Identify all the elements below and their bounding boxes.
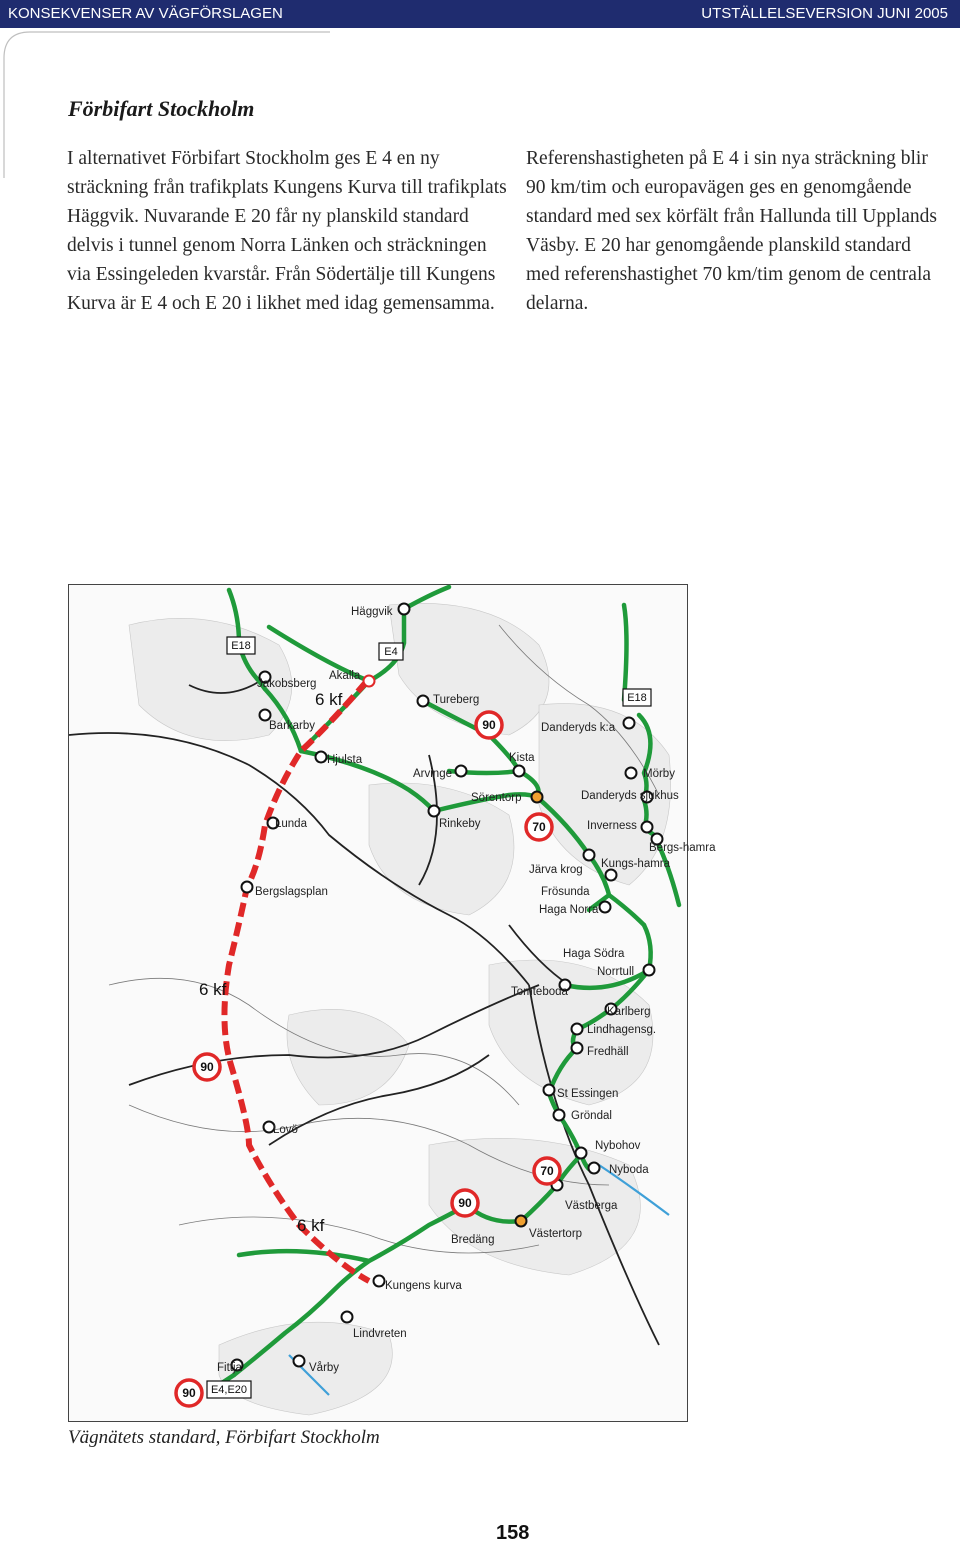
header-left: KONSEKVENSER AV VÄGFÖRSLAGEN	[8, 5, 283, 22]
svg-text:90: 90	[458, 1196, 472, 1210]
place-label: Järva krog	[529, 864, 583, 876]
place-label: Barkarby	[269, 720, 316, 732]
place-label: Akalla	[329, 670, 361, 682]
svg-text:70: 70	[532, 820, 546, 834]
text-column-right	[526, 144, 946, 318]
place-label: Lunda	[275, 818, 307, 830]
place-label: Rinkeby	[439, 818, 481, 830]
place-label: Tomteboda	[511, 986, 568, 998]
header-right: UTSTÄLLELSEVERSION JUNI 2005	[701, 5, 948, 22]
place-label: St Essingen	[557, 1088, 619, 1100]
svg-text:E18: E18	[627, 692, 647, 704]
map-caption: Vägnätets standard, Förbifart Stockholm	[68, 1427, 380, 1448]
map-svg	[69, 585, 716, 1421]
place-label: Fredhäll	[587, 1046, 629, 1058]
place-label: Västberga	[565, 1200, 618, 1212]
svg-text:E4: E4	[384, 646, 398, 658]
place-label: Kungens kurva	[385, 1280, 462, 1292]
place-label: Haga Södra	[563, 948, 625, 960]
page-number: 158	[496, 1522, 530, 1544]
place-label: Bergs-hamra	[649, 842, 716, 854]
place-label: Kungs-hamra	[601, 858, 671, 870]
svg-text:90: 90	[182, 1386, 196, 1400]
route-sign-e18-east	[623, 689, 651, 706]
place-label: Danderyds k:a	[541, 722, 616, 734]
place-label: Lindhagensg.	[587, 1024, 657, 1036]
speed-sign-text: 90	[482, 718, 496, 732]
text-column-left	[67, 144, 507, 318]
svg-text:E4,E20: E4,E20	[210, 1384, 248, 1396]
place-label: Nyboda	[609, 1164, 649, 1176]
place-label: Inverness	[587, 820, 637, 832]
place-label: Jakobsberg	[257, 678, 317, 690]
place-label: Mörby	[643, 768, 675, 780]
place-label: Haga Norra	[539, 904, 599, 916]
place-label: Nybohov	[595, 1140, 641, 1152]
route-map	[68, 584, 716, 1422]
place-label: Sörentorp	[471, 792, 522, 804]
place-label: Tureberg	[433, 694, 480, 706]
route-sign-text: E18	[231, 640, 251, 652]
lane-label: 6 kf	[297, 1216, 325, 1235]
place-label: Fittja	[217, 1362, 242, 1374]
place-label: Häggvik	[351, 606, 393, 618]
place-label: Lindvreten	[353, 1328, 407, 1340]
new-route-forbifart	[224, 681, 369, 1281]
place-label: Danderyds sjukhus	[581, 790, 679, 802]
place-label: Lovö	[273, 1124, 298, 1136]
lane-label: 6 kf	[199, 980, 227, 999]
route-sign-e4-e20	[207, 1381, 251, 1398]
place-label: Bredäng	[451, 1234, 495, 1246]
place-label: Karlberg	[607, 1006, 651, 1018]
route-sign-e4-north	[379, 643, 403, 660]
lane-label: 6 kf	[315, 690, 343, 709]
place-label: Gröndal	[571, 1110, 612, 1122]
header-bar	[0, 0, 960, 28]
paragraph-right: Referenshastigheten på E 4 i sin nya sträckning blir 90 km/tim och europavägen ges en genomgående standard med sex körfält från Hallunda till Upplands Väsby. E 20 har genomgående planskild standard med referenshastighet 70 km/tim genom de centrala delarna.	[526, 148, 938, 314]
section-title: Förbifart Stockholm	[68, 96, 255, 121]
place-label: Arvinge	[413, 768, 452, 780]
svg-text:90: 90	[200, 1060, 214, 1074]
place-label: Norrtull	[597, 966, 635, 978]
route-sign-e18-west	[227, 637, 255, 654]
svg-text:70: 70	[540, 1164, 554, 1178]
place-label: Bergslagsplan	[255, 886, 328, 898]
place-label: Vårby	[309, 1362, 340, 1374]
place-label: Frösunda	[541, 886, 590, 898]
paragraph-left: I alternativet Förbifart Stockholm ges E 4 en ny sträckning från trafikplats Kungens Kurva till trafikplats Häggvik. Nuvarande E 20 får ny planskild standard delvis i tunnel genom Norra Länken och sträckningen via Essingeleden kvarstår. Från Södertälje till Kungens Kurva är E 4 och E 20 i likhet med idag gemensamma.	[67, 148, 507, 314]
place-label: Kista	[509, 752, 535, 764]
place-label: Västertorp	[529, 1228, 583, 1240]
place-label: Hjulsta	[327, 754, 363, 766]
